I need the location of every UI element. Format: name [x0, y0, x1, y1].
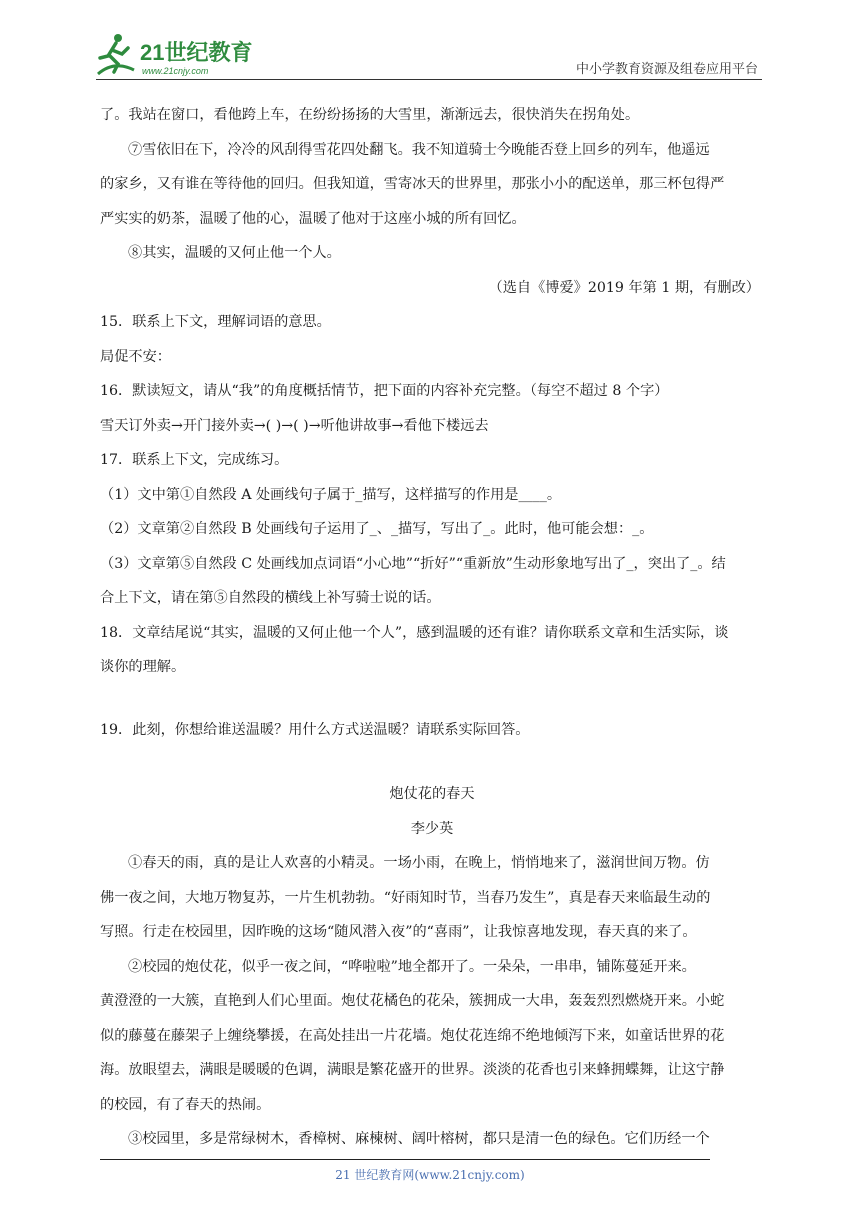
page-header [0, 0, 860, 84]
question-15-item: 局促不安： [100, 348, 171, 365]
article-author: 李少英 [410, 820, 454, 837]
logo-url: www.21cnjy.com [142, 66, 209, 76]
question-15: 15．联系上下文，理解词语的意思。 [100, 314, 331, 330]
paragraph: ①春天的雨，真的是让人欢喜的小精灵。一场小雨，在晚上，悄悄地来了，滋润世间万物。仿 [128, 855, 710, 871]
paragraph: 的校园，有了春天的热闹。 [100, 1096, 271, 1113]
article-title: 炮仗花的春天 [389, 786, 475, 802]
paragraph: 写照。行走在校园里，因昨晚的这场“随风潜入夜”的“喜雨”，让我惊喜地发现，春天真的来了。 [100, 924, 697, 940]
header-divider [96, 79, 762, 80]
question-17-1: （1）文中第①自然段 A 处画线句子属于_描写，这样描写的作用是____。 [100, 486, 562, 503]
source-citation: （选自《博爱》2019 年第 1 期，有删改） [488, 279, 760, 296]
answer-space [100, 747, 764, 777]
logo-icon [94, 30, 264, 80]
footer-divider [100, 1159, 710, 1160]
question-18: 谈你的理解。 [100, 659, 186, 675]
footer-link[interactable]: 21 世纪教育网(www.21cnjy.com) [335, 1168, 525, 1182]
paragraph: ③校园里，多是常绿树木，香樟树、麻楝树、阔叶榕树，都只是清一色的绿色。它们历经一个 [128, 1131, 710, 1147]
question-16-item: 雪天订外卖→开门接外卖→( )→( )→听他讲故事→看他下楼远去 [100, 417, 489, 434]
platform-name: 中小学教育资源及组卷应用平台 [575, 62, 758, 77]
answer-space [100, 685, 764, 713]
paragraph: 似的藤蔓在藤架子上缠绕攀援，在高处挂出一片花墙。炮仗花连绵不绝地倾泻下来，如童话世界的花 [100, 1027, 725, 1044]
question-19: 19．此刻，你想给谁送温暖？用什么方式送温暖？请联系实际回答。 [100, 721, 530, 738]
paragraph: ⑦雪依旧在下，冷冷的风刮得雪花四处翻飞。我不知道骑士今晚能否登上回乡的列车，他遥远 [128, 141, 710, 158]
question-17-2: （2）文章第②自然段 B 处画线句子运用了_、_描写，写出了_。此时，他可能会想：_。 [100, 521, 654, 537]
question-17-3: （3）文章第⑤自然段 C 处画线加点词语“小心地”“折好”“重新放”生动形象地写出了_，突出了_。结 [100, 555, 726, 572]
paragraph: ②校园的炮仗花，似乎一夜之间，“哗啦啦”地全都开了。一朵朵，一串串，铺陈蔓延开来。 [128, 958, 696, 975]
question-18: 18．文章结尾说“其实，温暖的又何止他一个人”，感到温暖的还有谁？请你联系文章和生活实际，谈 [100, 624, 729, 641]
paragraph: 了。我站在窗口，看他跨上车，在纷纷扬扬的大雪里，渐渐远去，很快消失在拐角处。 [100, 107, 640, 123]
paragraph: 黄澄澄的一大簇，直艳到人们心里面。炮仗花橘色的花朵，簇拥成一大串，轰轰烈烈燃烧开来。小蛇 [100, 993, 725, 1009]
paragraph: 严实实的奶茶，温暖了他的心，温暖了他对于这座小城的所有回忆。 [100, 210, 526, 227]
question-17-3: 合上下文，请在第⑤自然段的横线上补写骑士说的话。 [100, 590, 441, 606]
paragraph: ⑧其实，温暖的又何止他一个人。 [128, 245, 341, 261]
paragraph: 海。放眼望去，满眼是暖暖的色调，满眼是繁花盛开的世界。淡淡的花香也引来蜂拥蝶舞，让这宁静 [100, 1062, 725, 1078]
logo-text: 21世纪教育 [140, 40, 253, 65]
paragraph: 佛一夜之间，大地万物复苏，一片生机勃勃。“好雨知时节，当春乃发生”，真是春天来临最生动的 [100, 889, 711, 906]
question-17: 17．联系上下文，完成练习。 [100, 452, 289, 468]
question-16: 16．默读短文，请从“我”的角度概括情节，把下面的内容补充完整。（每空不超过 8 个字） [100, 383, 669, 399]
document-body [100, 98, 764, 1157]
paragraph: 的家乡，又有谁在等待他的回归。但我知道，雪寄冰天的世界里，那张小小的配送单，那三杯包得严 [100, 176, 725, 192]
